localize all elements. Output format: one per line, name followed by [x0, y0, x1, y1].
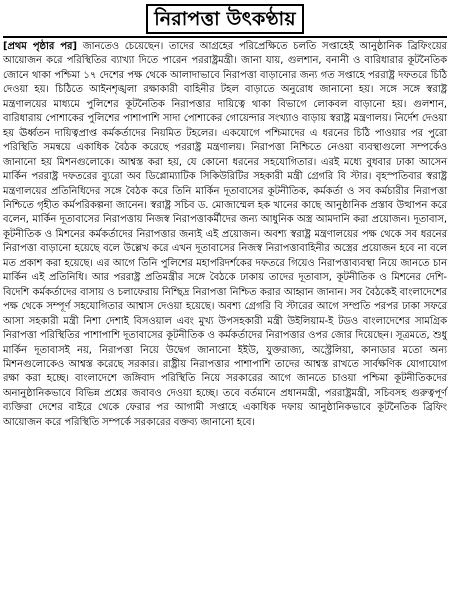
article-body	[3, 40, 447, 430]
headline-container	[3, 4, 447, 34]
continuation-label: [প্রথম পৃষ্ঠার পর]	[3, 41, 77, 52]
headline-rule	[3, 36, 447, 38]
headline: নিরাপত্তা উৎকণ্ঠায়	[146, 4, 303, 34]
article-body-text: জানতেও চেয়েছেন। তাদের আগ্রহের পরিপ্রেক্ষিতে চলতি সপ্তাহেই আনুষ্ঠানিক ব্রিফিংয়ের আয়োজন করে পরিস্থিতির ব্যাখ্যা দিতে পারেন পররাষ্ট্রমন্ত্রী। জানা যায়, গুলশান, বনানী ও বারিধারার কূটনৈতিক জোনে থাকা পশ্চিমা ১৭ দেশের পক্ষ থেকে আলাদাভাবে নিরাপত্তা বাড়ানোর জন্য গত সপ্তাহে পররাষ্ট্র দফতরে চিঠি দেওয়া হয়। চিঠিতে আইনশৃঙ্খলা রক্ষাকারী বাহিনীর টহল বাড়াতে অনুরোধ জানানো হয়। সঙ্গে সঙ্গে স্বরাষ্ট্র মন্ত্রণালয়ের মাধ্যমে পুলিশের কূটনৈতিক নিরাপত্তার দায়িত্বে থাকা বিভাগে লোকবল বাড়ানো হয়। গুলশান, বারিধারায় পোশাকের পুলিশের পাশাপাশি সাদা পোশাকের গোয়েন্দার সংখ্যাও বাড়ায় স্বরাষ্ট্র মন্ত্রণালয়। নির্দেশ দেওয়া হয় ঊর্ধ্বতন দায়িত্বপ্রাপ্ত কর্মকর্তাদের নিয়মিত টহলের। একযোগে পশ্চিমাদের এ ধরনের চিঠি পাওয়ার পর পুরো পরিস্থিতি সমন্বয়ে একাধিক বৈঠক করেছে পররাষ্ট্র মন্ত্রণালয়। নিরাপত্তা নিশ্চিতে নেওয়া ব্যবস্থাগুলো সম্পর্কেও জানানো হয় মিশনগুলোকে। আশ্বস্ত করা হয়, যে কোনো ধরনের সহযোগিতার। এরই মধ্যে বুধবার ঢাকা আসেন মার্কিন পররাষ্ট্র দফতরের ব্যুরো অব ডিপ্লোম্যাটিক সিকিউরিটির সহকারী মন্ত্রী গ্রেগরি বি স্টার। বৃহস্পতিবার স্বরাষ্ট্র মন্ত্রণালয়ের প্রতিনিধিদের সঙ্গে বৈঠক করে তিনি মার্কিন দূতাবাসের কূটনীতিক, কর্মকর্তা ও সব কর্মচারীর নিরাপত্তা নিশ্চিতে গৃহীত কর্মপরিকল্পনা জানেন। স্বরাষ্ট্র সচিব ড. মোজাম্মেল হক খানের কাছে আনুষ্ঠানিক প্রস্তাব উত্থাপন করে বলেন, মার্কিন দূতাবাসের নিরাপত্তায় নিজস্ব নিরাপত্তাকর্মীদের জন্য আধুনিক অস্ত্র আমদানি করা প্রয়োজন। দূতাবাস, কূটনীতিক ও মিশনের কর্মকর্তাদের নিরাপত্তার জন্যই এই প্রয়োজন। অবশ্য স্বরাষ্ট্র মন্ত্রণালয়ের পক্ষ থেকে সব ধরনের নিরাপত্তা বাড়ানো হয়েছে বলে উল্লেখ করে এখন দূতাবাসের নিজস্ব নিরাপত্তাবাহিনীর অস্ত্রের প্রয়োজন হবে না বলে মত প্রকাশ করা হয়েছে। এর আগে তিনি পুলিশের মহাপরিদর্শকের দফতরে গিয়েও নিরাপত্তাব্যবস্থা নিয়ে জানতে চান মার্কিন এই প্রতিনিধি। আর পররাষ্ট্র প্রতিমন্ত্রীর সঙ্গে বৈঠকে ঢাকায় তাদের দূতাবাস, কূটনীতিক ও মিশনের দেশি-বিদেশি কর্মকর্তাদের বাসায় ও চলাফেরায় নিশ্ছিদ্র নিরাপত্তা নিশ্চিত করার আহ্বান জানান। সব বৈঠকেই বাংলাদেশের পক্ষ থেকে সম্পূর্ণ সহযোগিতার আশ্বাস দেওয়া হয়েছে। অবশ্য গ্রেগরি বি স্টারের আগে সম্প্রতি পরপর ঢাকা সফরে আসা সহকারী মন্ত্রী নিশা দেশাই বিসওয়াল এবং মুখ্য উপসহকারী মন্ত্রী উইলিয়াম-ই টডও বাংলাদেশের সামগ্রিক নিরাপত্তা পরিস্থিতির পাশাপাশি দূতাবাসের কূটনীতিক ও কর্মকর্তাদের নিরাপত্তার ওপর জোর দিয়েছেন। সূত্রমতে, শুধু মার্কিন দূতাবাসই নয়, নিরাপত্তা নিয়ে উদ্বেগ জানানো ইইউ, যুক্তরাজ্য, অস্ট্রেলিয়া, কানাডার মতো অন্য মিশনগুলোকেও আশ্বস্ত করেছে সরকার। রাষ্ট্রীয় নিরাপত্তার পাশাপাশি তাদের আশ্বস্ত রাখতে সার্বক্ষণিক যোগাযোগ রক্ষা করা হচ্ছে। বাংলাদেশে জঙ্গিবাদ পরিস্থিতি নিয়ে সরকারের আগে জানতে চাওয়া পশ্চিমা কূটনীতিকদের অনানুষ্ঠানিকভাবে বিভিন্ন প্রশ্নের জবাবও দেওয়া হচ্ছে। তবে বর্তমানে প্রধানমন্ত্রী, পররাষ্ট্রমন্ত্রী, সচিবসহ গুরুত্বপূর্ণ ব্যক্তিরা দেশের বাইরে থেকে ফেরার পর আগামী সপ্তাহে একাধিক দফায় আনুষ্ঠানিকভাবে কূটনৈতিক ব্রিফিং আয়োজন করে পরিস্থিতি সম্পর্কে সরকারের বক্তব্য জানানো হবে।	[3, 41, 447, 428]
